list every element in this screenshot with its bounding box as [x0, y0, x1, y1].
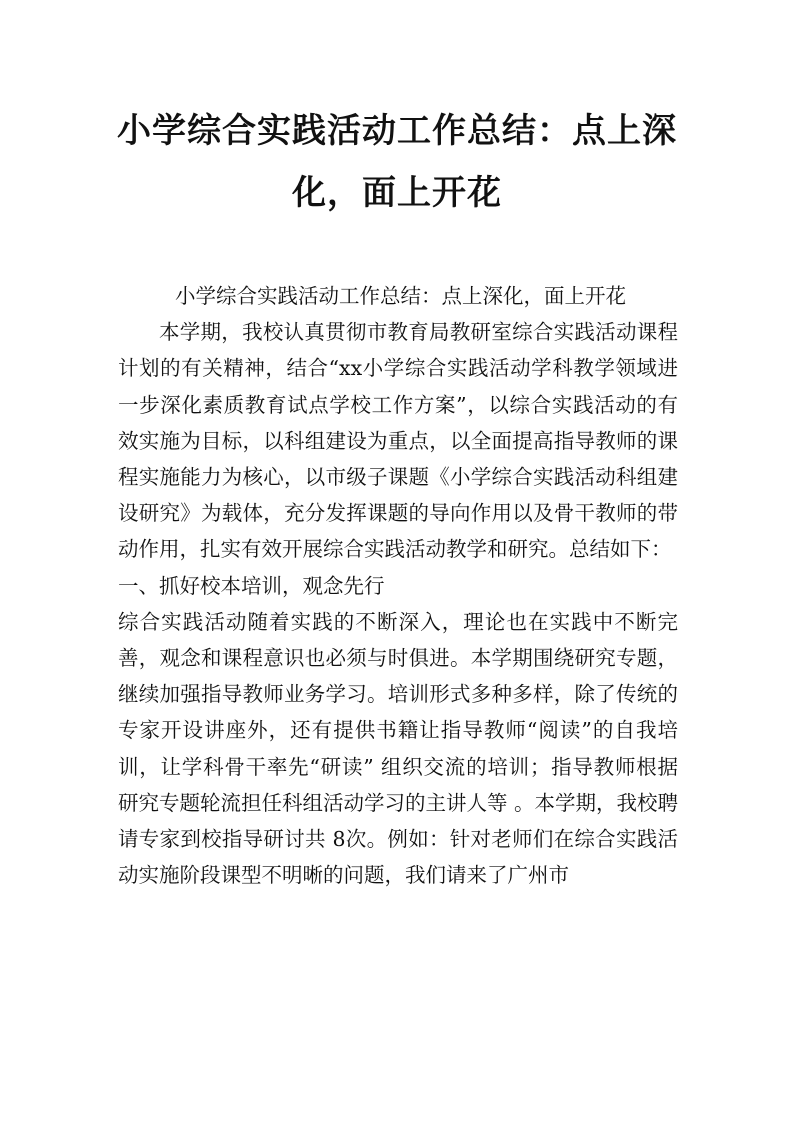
document-body — [118, 278, 678, 893]
section-1-paragraph: 综合实践活动随着实践的不断深入，理论也在实践中不断完善，观念和课程意识也必须与时俱进。本学期围绕研究专题，继续加强指导教师业务学习。培训形式多种多样，除了传统的专家开设讲座外，还有提供书籍让指导教师“阅读”的自我培训，让学科骨干率先“研读” 组织交流的培训；指导教师根据研究专题轮流担任科组活动学习的主讲人等 。本学期，我校聘请专家到校指导研讨共 8次。例如：针对老师们在综合实践活动实施阶段课型不明晰的问题，我们请来了广州市 — [118, 609, 679, 888]
intro-paragraph: 本学期，我校认真贯彻市教育局教研室综合实践活动课程计划的有关精神，结合“xx小学综合实践活动学科教学领域进一步深化素质教育试点学校工作方案”，以综合实践活动的有效实施为目标，以科组建设为重点，以全面提高指导教师的课程实施能力为核心，以市级子课题《小学综合实践活动科组建设研究》为载体，充分发挥课题的导向作用以及骨干教师的带动作用，扎实有效开展综合实践活动教学和研究。总结如下： — [118, 320, 678, 562]
subtitle-paragraph: 小学综合实践活动工作总结：点上深化，面上开花 — [175, 284, 626, 308]
section-heading-1: 一、抓好校本培训，观念先行 — [118, 573, 385, 598]
document-title: 小学综合实践活动工作总结：点上深化，面上开花 — [117, 111, 677, 213]
